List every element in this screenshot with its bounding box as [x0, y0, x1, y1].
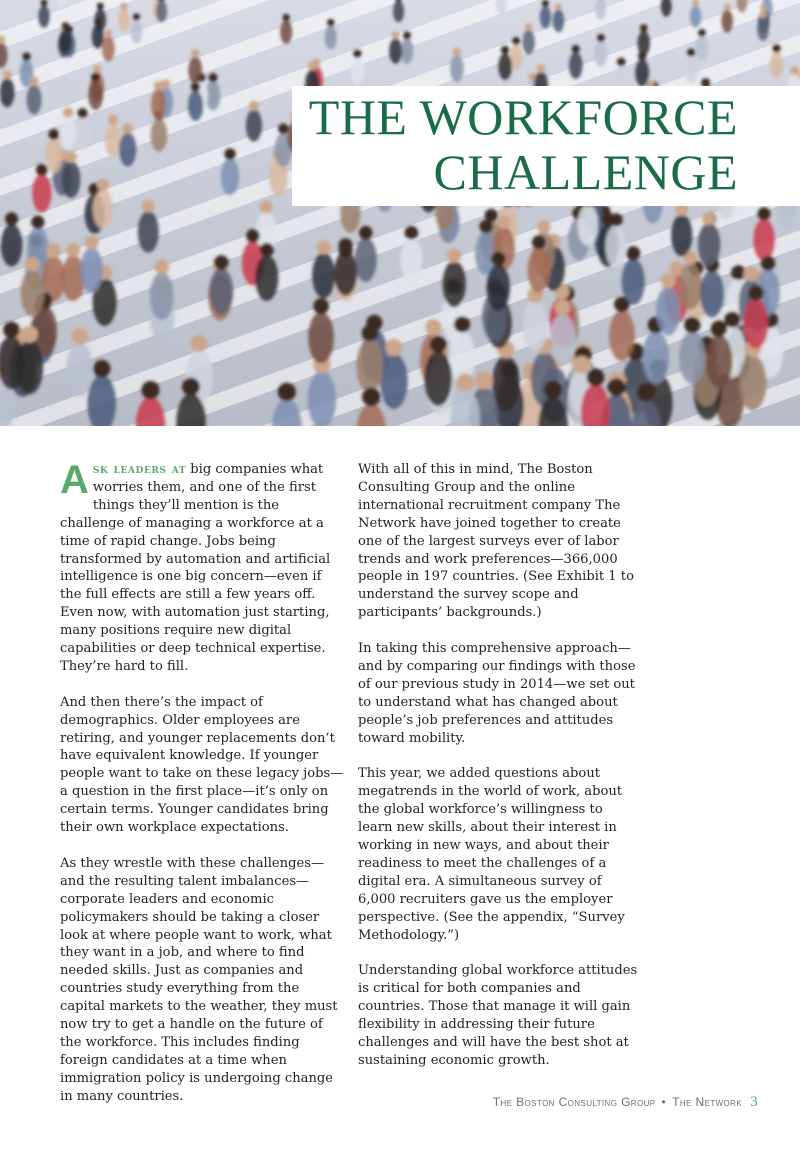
paragraph: This year, we added questions about megatrends in the world of work, about the global workforce’s willingness to learn new skills, about their interest in working in new ways, and about their readiness to meet the challenges of a digital era. A simultaneous survey of 6,000 recruiters gave us the employer perspective. (See the appendix, “Survey Methodology.”) [358, 766, 625, 943]
title-box [292, 86, 800, 206]
paragraph: In taking this comprehensive approach—and by comparing our findings with those of our previous study in 2014—we set out to understand what has changed about people’s job preferences and attitudes toward mobility. [358, 641, 636, 746]
hero-image [0, 0, 800, 426]
paragraph: As they wrestle with these challenges—and the resulting talent imbalances—corporate leaders and economic policymakers should be taking a closer look at where people want to work, what they want in a job, and where to find needed skills. Just as companies and countries study everything from the capital markets to the weather, they must now try to get a handle on the future of the workforce. This includes finding foreign candidates at a time when immigration policy is undergoing change in many countries. [60, 855, 338, 1104]
paragraph: With all of this in mind, The Boston Consulting Group and the online international recruitment company The Network have joined together to create one of the largest surveys ever of labor trends and work preferences—366,000 people in 197 countries. (See Exhibit 1 to understand the survey scope and participants’ backgrounds.) [358, 462, 634, 621]
page-number: 3 [750, 1094, 758, 1110]
drop-cap: A [60, 458, 89, 502]
page-footer [493, 1094, 758, 1111]
paragraph [60, 458, 345, 676]
left-column [60, 458, 345, 1123]
crowd-illustration [0, 0, 800, 426]
paragraph-text: big companies what worries them, and one of the first things they’ll mention is the challenge of managing a workforce at a time of rapid change. Jobs being transformed by automation and artificial intelligence is one big concern—even if the full effects are still a few years off. Even now, with automation just starting, many positions require new digital capabilities or deep technical expertise. They’re hard to fill. [60, 462, 331, 674]
paragraph: And then there’s the impact of demographics. Older employees are retiring, and younger replacements don’t have equivalent knowledge. If younger people want to take on these legacy jobs—a question in the first place—it’s only on certain terms. Younger candidates bring their own workplace expectations. [60, 694, 344, 836]
footer-org: The Boston Consulting Group [492, 1095, 656, 1109]
paragraph: Understanding global workforce attitudes is critical for both companies and countries. Those that manage it will gain flexibility in addressing their future challenges and will have the best shot at sustaining economic growth. [358, 963, 638, 1068]
lead-in: sk leaders at [92, 462, 187, 477]
footer-partner: The Network [672, 1095, 743, 1109]
footer-separator: • [661, 1095, 667, 1109]
right-column [358, 461, 640, 1088]
page-title-line-1: THE WORKFORCE [308, 89, 738, 145]
page-title-line-2: CHALLENGE [433, 144, 738, 200]
